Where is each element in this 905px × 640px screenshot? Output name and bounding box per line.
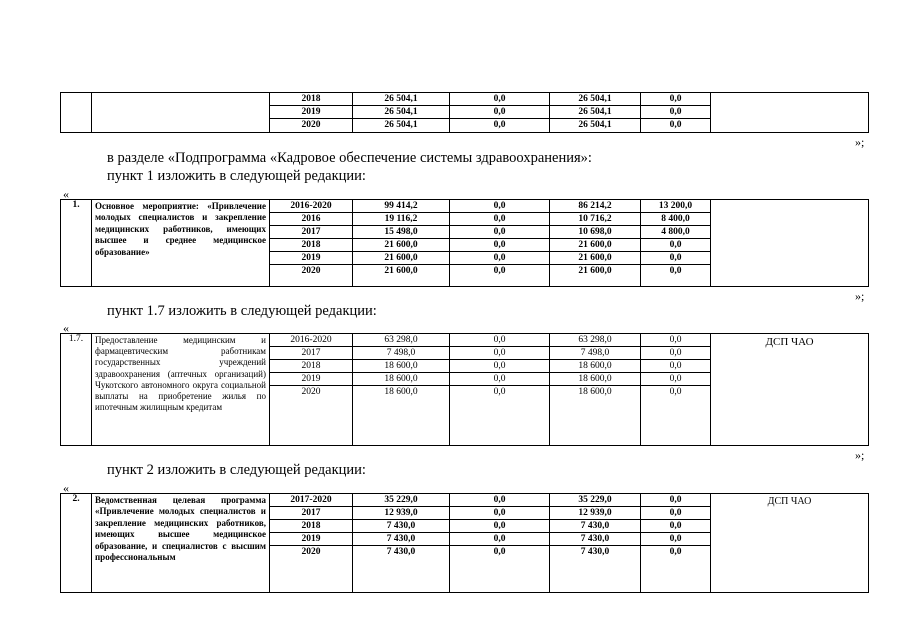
p2-other-value: 0,0	[641, 533, 710, 546]
p2-regional-col	[550, 494, 641, 593]
p2-regional-value: 7 430,0	[580, 547, 610, 557]
p2-year-col	[270, 494, 353, 593]
table-p17	[60, 333, 869, 446]
table-p1	[60, 199, 869, 287]
p17-regional-value: 18 600,0	[550, 360, 640, 373]
p2-other-value: 0,0	[641, 520, 710, 533]
p17-year-value: 2018	[270, 360, 352, 373]
p2-other-value: 0,0	[641, 494, 710, 507]
p17-federal-value: 0,0	[450, 373, 549, 386]
p2-description: Ведомственная целевая программа «Привлечение молодых специалистов и закрепление медицинских работников, имеющих высшее медицинское образование, и специалистов с высшим профессиональным	[92, 494, 270, 593]
p17-federal-col	[450, 334, 550, 446]
p2-total-value: 7 430,0	[353, 520, 449, 533]
p17-other-value: 0,0	[641, 360, 710, 373]
p2-year-value: 2017	[270, 507, 352, 520]
p1-regional-value: 21 600,0	[550, 239, 640, 252]
p2-federal-col	[450, 494, 550, 593]
p2-other-col	[641, 494, 711, 593]
p2-number: 2.	[61, 494, 92, 593]
p1-federal-value: 0,0	[450, 226, 549, 239]
p2-year-value: 2020	[301, 547, 321, 557]
p17-regional-col	[550, 334, 641, 446]
p2-total-value: 12 939,0	[353, 507, 449, 520]
p1-federal-col	[450, 200, 550, 287]
p17-regional-value: 7 498,0	[550, 347, 640, 360]
p17-total-col	[353, 334, 450, 446]
p17-other-value: 0,0	[641, 334, 710, 347]
p2-federal-value: 0,0	[450, 494, 549, 507]
opening-mark: «	[63, 321, 69, 335]
p1-regional-value: 86 214,2	[550, 200, 640, 213]
p2-other-value: 0,0	[641, 507, 710, 520]
p17-total-value: 7 498,0	[353, 347, 449, 360]
top-description-cell	[92, 93, 270, 133]
p2-federal-value: 0,0	[493, 547, 506, 557]
p1-total-value: 21 600,0	[384, 266, 418, 276]
p2-regional-value: 12 939,0	[550, 507, 640, 520]
p2-regional-value: 35 229,0	[550, 494, 640, 507]
p1-other-col	[641, 200, 711, 287]
p2-federal-value: 0,0	[450, 533, 549, 546]
heading-p2: пункт 2 изложить в следующей редакции:	[107, 462, 366, 478]
p1-other-value: 0,0	[641, 252, 710, 265]
table-top-continuation	[60, 92, 869, 133]
p1-total-value: 99 414,2	[353, 200, 449, 213]
top-other-value: 0,0	[641, 93, 710, 106]
p1-other-value: 13 200,0	[641, 200, 710, 213]
top-regional-value: 26 504,1	[578, 120, 612, 130]
p1-federal-value: 0,0	[450, 213, 549, 226]
p17-total-value: 63 298,0	[353, 334, 449, 347]
p1-total-value: 21 600,0	[353, 239, 449, 252]
p1-regional-value: 21 600,0	[550, 252, 640, 265]
p1-year-value: 2018	[270, 239, 352, 252]
top-year-col	[270, 93, 353, 133]
p1-regional-col	[550, 200, 641, 287]
p1-number: 1.	[61, 200, 92, 287]
top-federal-value: 0,0	[450, 93, 549, 106]
p17-total-value: 18 600,0	[353, 373, 449, 386]
closing-mark: »;	[855, 289, 865, 303]
p1-total-col	[353, 200, 450, 287]
p17-year-value: 2020	[301, 387, 321, 397]
p1-total-value: 15 498,0	[353, 226, 449, 239]
top-total-value: 26 504,1	[384, 120, 418, 130]
p17-other-value: 0,0	[669, 387, 682, 397]
p1-total-value: 21 600,0	[353, 252, 449, 265]
top-total-value: 26 504,1	[353, 106, 449, 119]
top-regional-value: 26 504,1	[550, 106, 640, 119]
p1-year-value: 2016	[270, 213, 352, 226]
top-total-col	[353, 93, 450, 133]
p17-total-value: 18 600,0	[384, 387, 418, 397]
p1-other-value: 8 400,0	[641, 213, 710, 226]
p2-federal-value: 0,0	[450, 520, 549, 533]
opening-mark: «	[63, 187, 69, 201]
p1-other-value: 0,0	[669, 266, 682, 276]
p1-total-value: 19 116,2	[353, 213, 449, 226]
p17-year-value: 2016-2020	[270, 334, 352, 347]
top-other-col	[641, 93, 711, 133]
p1-year-value: 2016-2020	[270, 200, 352, 213]
top-other-value: 0,0	[641, 106, 710, 119]
p17-federal-value: 0,0	[493, 387, 506, 397]
p1-federal-value: 0,0	[450, 252, 549, 265]
top-federal-col	[450, 93, 550, 133]
p1-other-value: 0,0	[641, 239, 710, 252]
p17-regional-value: 18 600,0	[550, 373, 640, 386]
top-regional-value: 26 504,1	[550, 93, 640, 106]
top-federal-value: 0,0	[493, 120, 506, 130]
heading-p1: пункт 1 изложить в следующей редакции:	[107, 168, 366, 184]
closing-mark: »;	[855, 135, 865, 149]
p1-executor	[711, 200, 869, 287]
heading-p17: пункт 1.7 изложить в следующей редакции:	[107, 303, 377, 319]
p17-year-col	[270, 334, 353, 446]
top-other-value: 0,0	[669, 120, 682, 130]
p1-year-col	[270, 200, 353, 287]
section-heading: в разделе «Подпрограмма «Кадровое обеспечение системы здравоохранения»:	[107, 150, 592, 166]
p17-other-value: 0,0	[641, 373, 710, 386]
p2-total-value: 35 229,0	[353, 494, 449, 507]
table-p2	[60, 493, 869, 593]
p17-year-value: 2017	[270, 347, 352, 360]
p17-other-value: 0,0	[641, 347, 710, 360]
p1-federal-value: 0,0	[450, 200, 549, 213]
p1-federal-value: 0,0	[493, 266, 506, 276]
closing-mark: »;	[855, 448, 865, 462]
p1-year-value: 2017	[270, 226, 352, 239]
p2-year-value: 2018	[270, 520, 352, 533]
p1-year-value: 2019	[270, 252, 352, 265]
p17-description: Предоставление медицинским и фармацевтическим работникам государственных учреждений здравоохранения (аптечных организаций) Чукотского автономного округа социальной выплаты на приобретение жилья по ипотечным жилищным кредитам	[92, 334, 270, 446]
p2-total-value: 7 430,0	[386, 547, 416, 557]
top-regional-col	[550, 93, 641, 133]
p17-federal-value: 0,0	[450, 360, 549, 373]
p1-year-value: 2020	[301, 266, 321, 276]
p1-description: Основное мероприятие: «Привлечение молодых специалистов и закрепление медицинских работников, имеющих высшее и среднее медицинское образование»	[92, 200, 270, 287]
opening-mark: «	[63, 481, 69, 495]
p17-number: 1.7.	[61, 334, 92, 446]
p1-other-value: 4 800,0	[641, 226, 710, 239]
p2-federal-value: 0,0	[450, 507, 549, 520]
p17-total-value: 18 600,0	[353, 360, 449, 373]
top-year-value: 2018	[270, 93, 352, 106]
p1-regional-value: 10 716,2	[550, 213, 640, 226]
p17-federal-value: 0,0	[450, 347, 549, 360]
p2-year-value: 2019	[270, 533, 352, 546]
p2-regional-value: 7 430,0	[550, 533, 640, 546]
p17-regional-value: 63 298,0	[550, 334, 640, 347]
p17-regional-value: 18 600,0	[578, 387, 612, 397]
top-number-cell	[61, 93, 92, 133]
p1-regional-value: 10 698,0	[550, 226, 640, 239]
p17-federal-value: 0,0	[450, 334, 549, 347]
p2-executor: ДСП ЧАО	[711, 494, 869, 593]
p17-other-col	[641, 334, 711, 446]
top-executor-cell	[711, 93, 869, 133]
p17-year-value: 2019	[270, 373, 352, 386]
top-total-value: 26 504,1	[353, 93, 449, 106]
p2-total-value: 7 430,0	[353, 533, 449, 546]
p1-federal-value: 0,0	[450, 239, 549, 252]
p17-executor: ДСП ЧАО	[711, 334, 869, 446]
p2-total-col	[353, 494, 450, 593]
p2-regional-value: 7 430,0	[550, 520, 640, 533]
top-year-value: 2020	[301, 120, 321, 130]
top-year-value: 2019	[270, 106, 352, 119]
p2-other-value: 0,0	[669, 547, 682, 557]
p1-regional-value: 21 600,0	[578, 266, 612, 276]
top-federal-value: 0,0	[450, 106, 549, 119]
p2-year-value: 2017-2020	[270, 494, 352, 507]
